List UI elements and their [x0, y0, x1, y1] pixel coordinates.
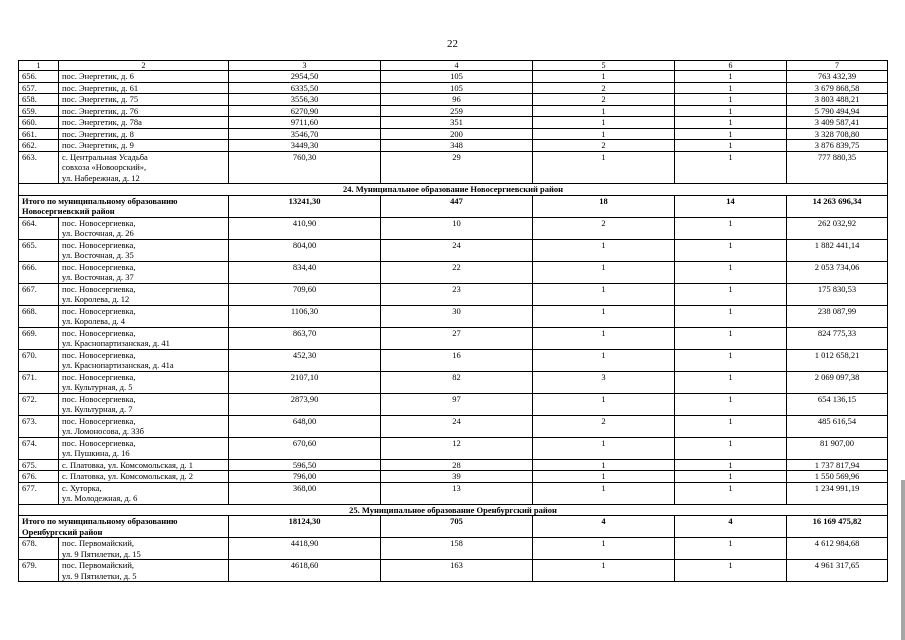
residents-cell: 105: [381, 71, 533, 83]
sum-cell: 2 069 097,38: [787, 371, 888, 393]
col6-cell: 1: [675, 305, 787, 327]
area-cell: 3556,30: [229, 94, 381, 106]
address-cell: [59, 393, 229, 415]
col6-cell: 1: [675, 437, 787, 459]
residents-cell: 163: [381, 560, 533, 582]
address-cell: [59, 371, 229, 393]
residents-cell: 97: [381, 393, 533, 415]
address-cell: [59, 128, 229, 140]
column-number-header-row: [19, 61, 888, 71]
table-row: [19, 349, 888, 371]
address-cell: [59, 261, 229, 283]
area-cell: 9711,60: [229, 117, 381, 129]
sum-cell: 485 616,54: [787, 415, 888, 437]
col6-cell: 1: [675, 140, 787, 152]
sum-cell: 4 612 984,68: [787, 538, 888, 560]
cell-line: ул. Культурная, д. 7: [62, 404, 133, 414]
row-number: 679.: [19, 560, 59, 582]
residents-cell: 24: [381, 415, 533, 437]
address-cell: [59, 349, 229, 371]
col5-cell: 2: [533, 217, 675, 239]
row-number: 661.: [19, 128, 59, 140]
address-cell: [59, 105, 229, 117]
row-number: 674.: [19, 437, 59, 459]
residents-cell: 158: [381, 538, 533, 560]
residents-cell: 27: [381, 327, 533, 349]
area-cell: 804,00: [229, 239, 381, 261]
row-number: 659.: [19, 105, 59, 117]
total-residents: 447: [381, 195, 533, 217]
column-number-cell: 4: [381, 61, 533, 71]
col6-cell: 1: [675, 82, 787, 94]
cell-line: пос. Новосергиевка,: [62, 305, 136, 316]
area-cell: 863,70: [229, 327, 381, 349]
table-row: [19, 105, 888, 117]
residents-cell: 28: [381, 459, 533, 471]
sum-cell: 1 737 817,94: [787, 459, 888, 471]
cell-line: ул. Восточная, д. 37: [62, 272, 134, 282]
row-number: 664.: [19, 217, 59, 239]
residents-cell: 200: [381, 128, 533, 140]
area-cell: 1106,30: [229, 305, 381, 327]
column-number-cell: 3: [229, 61, 381, 71]
col5-cell: 1: [533, 459, 675, 471]
cell-line: ул. 9 Пятилетки, д. 15: [62, 548, 141, 559]
total-col5: 18: [533, 195, 675, 217]
col6-cell: 1: [675, 349, 787, 371]
col5-cell: 2: [533, 82, 675, 94]
total-label: [19, 195, 229, 217]
col6-cell: 1: [675, 117, 787, 129]
cell-line: ул. Восточная, д. 35: [62, 250, 134, 260]
page-number: 22: [447, 38, 458, 50]
table-row: [19, 327, 888, 349]
area-cell: 452,30: [229, 349, 381, 371]
cell-line: пос. Новосергиевка,: [62, 261, 136, 272]
col6-cell: 1: [675, 283, 787, 305]
col5-cell: 1: [533, 471, 675, 483]
cell-line: пос. Новосергиевка,: [62, 327, 136, 338]
col5-cell: 1: [533, 239, 675, 261]
column-number-cell: 5: [533, 61, 675, 71]
section-heading-row: [19, 504, 888, 516]
sum-cell: 3 876 839,75: [787, 140, 888, 152]
sum-cell: 5 790 494,94: [787, 105, 888, 117]
cell-line: ул. Королева, д. 4: [62, 316, 126, 326]
section-heading: 25. Муниципальное образование Оренбургский район: [19, 504, 888, 516]
cell-line: совхоза «Новоорский»,: [62, 162, 147, 172]
col6-cell: 1: [675, 239, 787, 261]
cell-line: пос. Энергетик, д. 9: [62, 140, 134, 150]
address-cell: [59, 415, 229, 437]
col5-cell: 1: [533, 151, 675, 184]
sum-cell: 81 907,00: [787, 437, 888, 459]
residents-cell: 30: [381, 305, 533, 327]
area-cell: 648,00: [229, 415, 381, 437]
row-number: 667.: [19, 283, 59, 305]
column-number-cell: 6: [675, 61, 787, 71]
table-row: [19, 471, 888, 483]
row-number: 665.: [19, 239, 59, 261]
row-number: 663.: [19, 151, 59, 184]
address-cell: [59, 239, 229, 261]
sum-cell: 3 803 488,21: [787, 94, 888, 106]
area-cell: 368,00: [229, 482, 381, 504]
sum-cell: 763 432,39: [787, 71, 888, 83]
row-number: 676.: [19, 471, 59, 483]
col5-cell: 1: [533, 305, 675, 327]
residents-cell: 10: [381, 217, 533, 239]
col6-cell: 1: [675, 371, 787, 393]
table-row: [19, 482, 888, 504]
area-cell: 596,50: [229, 459, 381, 471]
col5-cell: 3: [533, 371, 675, 393]
address-cell: [59, 283, 229, 305]
cell-line: ул. Королева, д. 12: [62, 294, 130, 304]
col6-cell: 1: [675, 217, 787, 239]
sum-cell: 824 775,33: [787, 327, 888, 349]
residents-cell: 105: [381, 82, 533, 94]
col5-cell: 1: [533, 327, 675, 349]
table-row: [19, 82, 888, 94]
address-cell: [59, 305, 229, 327]
col5-cell: 2: [533, 94, 675, 106]
area-cell: 4418,90: [229, 538, 381, 560]
cell-line: ул. Восточная, д. 26: [62, 228, 134, 238]
col5-cell: 1: [533, 71, 675, 83]
area-cell: 410,90: [229, 217, 381, 239]
cell-line: пос. Новосергиевка,: [62, 239, 136, 250]
table-row: [19, 305, 888, 327]
sum-cell: 1 234 991,19: [787, 482, 888, 504]
address-cell: [59, 94, 229, 106]
column-number-cell: 7: [787, 61, 888, 71]
residents-cell: 29: [381, 151, 533, 184]
area-cell: 2873,90: [229, 393, 381, 415]
area-cell: 3449,30: [229, 140, 381, 152]
table-row: [19, 538, 888, 560]
table-row: [19, 94, 888, 106]
sum-cell: 3 409 587,41: [787, 117, 888, 129]
address-cell: [59, 117, 229, 129]
table-row: [19, 151, 888, 184]
total-area: 18124,30: [229, 516, 381, 538]
area-cell: 3546,70: [229, 128, 381, 140]
residents-cell: 96: [381, 94, 533, 106]
row-number: 671.: [19, 371, 59, 393]
row-number: 669.: [19, 327, 59, 349]
col6-cell: 1: [675, 415, 787, 437]
residents-cell: 16: [381, 349, 533, 371]
cell-line: пос. Новосергиевка,: [62, 437, 136, 448]
area-cell: 796,00: [229, 471, 381, 483]
cell-line: ул. Набережная, д. 12: [62, 172, 140, 183]
address-cell: [59, 471, 229, 483]
row-number: 657.: [19, 82, 59, 94]
table-row: [19, 140, 888, 152]
row-number: 678.: [19, 538, 59, 560]
residents-cell: 348: [381, 140, 533, 152]
total-sum: 14 263 696,34: [787, 195, 888, 217]
area-cell: 760,30: [229, 151, 381, 184]
cell-line: пос. Новосергиевка,: [62, 217, 136, 228]
address-cell: [59, 151, 229, 184]
row-number: 670.: [19, 349, 59, 371]
col5-cell: 1: [533, 437, 675, 459]
col5-cell: 1: [533, 105, 675, 117]
row-number: 662.: [19, 140, 59, 152]
column-number-cell: 1: [19, 61, 59, 71]
col5-cell: 2: [533, 415, 675, 437]
cell-line: Оренбургский район: [22, 526, 103, 537]
table-row: [19, 217, 888, 239]
row-number: 666.: [19, 261, 59, 283]
residents-cell: 23: [381, 283, 533, 305]
sum-cell: 3 328 708,80: [787, 128, 888, 140]
housing-table: [18, 60, 888, 582]
table-row: [19, 415, 888, 437]
total-col6: 14: [675, 195, 787, 217]
col5-cell: 1: [533, 117, 675, 129]
column-number-cell: 2: [59, 61, 229, 71]
area-cell: 2954,50: [229, 71, 381, 83]
row-number: 673.: [19, 415, 59, 437]
address-cell: [59, 482, 229, 504]
col5-cell: 1: [533, 128, 675, 140]
sum-cell: 3 679 868,58: [787, 82, 888, 94]
sum-cell: 654 136,15: [787, 393, 888, 415]
sum-cell: 238 087,99: [787, 305, 888, 327]
col6-cell: 1: [675, 327, 787, 349]
cell-line: пос. Энергетик, д. 78а: [62, 117, 142, 127]
address-cell: [59, 459, 229, 471]
col6-cell: 1: [675, 105, 787, 117]
col6-cell: 1: [675, 538, 787, 560]
address-cell: [59, 327, 229, 349]
cell-line: с. Платовка, ул. Комсомольская, д. 1: [62, 459, 193, 470]
cell-line: с. Центральная Усадьба: [62, 151, 148, 162]
total-col6: 4: [675, 516, 787, 538]
address-cell: [59, 217, 229, 239]
area-cell: 4618,60: [229, 560, 381, 582]
sum-cell: 4 961 317,65: [787, 560, 888, 582]
address-cell: [59, 538, 229, 560]
col6-cell: 1: [675, 459, 787, 471]
col5-cell: 1: [533, 560, 675, 582]
cell-line: пос. Новосергиевка,: [62, 393, 136, 404]
section-heading-row: [19, 184, 888, 196]
col6-cell: 1: [675, 151, 787, 184]
table-row: [19, 239, 888, 261]
residents-cell: 22: [381, 261, 533, 283]
table-row: [19, 393, 888, 415]
cell-line: с. Платовка, ул. Комсомольская, д. 2: [62, 471, 193, 481]
address-cell: [59, 82, 229, 94]
sum-cell: 2 053 734,06: [787, 261, 888, 283]
table-row: [19, 283, 888, 305]
col6-cell: 1: [675, 471, 787, 483]
total-area: 13241,30: [229, 195, 381, 217]
table-row: [19, 560, 888, 582]
cell-line: Итого по муниципальному образованию: [22, 516, 178, 526]
table-row: [19, 128, 888, 140]
residents-cell: 351: [381, 117, 533, 129]
section-heading: 24. Муниципальное образование Новосергиевский район: [19, 184, 888, 196]
cell-line: ул. Культурная, д. 5: [62, 382, 133, 392]
address-cell: [59, 71, 229, 83]
col6-cell: 1: [675, 94, 787, 106]
table-row: [19, 371, 888, 393]
cell-line: с. Хуторка,: [62, 482, 102, 493]
col5-cell: 1: [533, 283, 675, 305]
table-row: [19, 261, 888, 283]
cell-line: пос. Первомайский,: [62, 560, 135, 570]
total-residents: 705: [381, 516, 533, 538]
cell-line: пос. Энергетик, д. 75: [62, 94, 139, 104]
district-total-row: [19, 516, 888, 538]
sum-cell: 1 012 658,21: [787, 349, 888, 371]
row-number: 660.: [19, 117, 59, 129]
residents-cell: 82: [381, 371, 533, 393]
cell-line: пос. Новосергиевка,: [62, 415, 136, 426]
area-cell: 834,40: [229, 261, 381, 283]
area-cell: 709,60: [229, 283, 381, 305]
col6-cell: 1: [675, 128, 787, 140]
total-sum: 16 169 475,82: [787, 516, 888, 538]
cell-line: пос. Энергетик, д. 61: [62, 82, 139, 93]
row-number: 677.: [19, 482, 59, 504]
area-cell: 2107,10: [229, 371, 381, 393]
cell-line: ул. Ломоносова, д. 33б: [62, 426, 144, 436]
table-row: [19, 71, 888, 83]
residents-cell: 39: [381, 471, 533, 483]
col6-cell: 1: [675, 560, 787, 582]
address-cell: [59, 560, 229, 582]
sum-cell: 175 830,53: [787, 283, 888, 305]
col6-cell: 1: [675, 71, 787, 83]
table-row: [19, 437, 888, 459]
col5-cell: 1: [533, 393, 675, 415]
table-row: [19, 459, 888, 471]
cell-line: пос. Энергетик, д. 76: [62, 105, 139, 116]
cell-line: пос. Первомайский,: [62, 538, 135, 548]
scan-edge-mark: [901, 480, 905, 640]
table-row: [19, 117, 888, 129]
district-total-row: [19, 195, 888, 217]
total-label: [19, 516, 229, 538]
cell-line: ул. Молодежная, д. 6: [62, 493, 138, 503]
total-col5: 4: [533, 516, 675, 538]
cell-line: пос. Энергетик, д. 6: [62, 71, 134, 81]
area-cell: 6335,50: [229, 82, 381, 94]
cell-line: ул. 9 Пятилетки, д. 5: [62, 570, 137, 581]
cell-line: ул. Пушкина, д. 16: [62, 448, 130, 458]
cell-line: ул. Краснопартизанская, д. 41: [62, 338, 170, 348]
col5-cell: 2: [533, 140, 675, 152]
cell-line: пос. Новосергиевка,: [62, 283, 136, 294]
row-number: 672.: [19, 393, 59, 415]
residents-cell: 13: [381, 482, 533, 504]
area-cell: 6270,90: [229, 105, 381, 117]
col5-cell: 1: [533, 482, 675, 504]
residents-cell: 259: [381, 105, 533, 117]
cell-line: пос. Новосергиевка,: [62, 349, 136, 360]
cell-line: Новосергиевский район: [22, 206, 115, 216]
row-number: 675.: [19, 459, 59, 471]
cell-line: пос. Энергетик, д. 8: [62, 128, 134, 139]
col6-cell: 1: [675, 261, 787, 283]
cell-line: Итого по муниципальному образованию: [22, 195, 178, 206]
cell-line: пос. Новосергиевка,: [62, 371, 136, 382]
address-cell: [59, 140, 229, 152]
col6-cell: 1: [675, 482, 787, 504]
col6-cell: 1: [675, 393, 787, 415]
area-cell: 670,60: [229, 437, 381, 459]
col5-cell: 1: [533, 261, 675, 283]
sum-cell: 777 880,35: [787, 151, 888, 184]
col5-cell: 1: [533, 538, 675, 560]
address-cell: [59, 437, 229, 459]
residents-cell: 12: [381, 437, 533, 459]
sum-cell: 1 550 569,96: [787, 471, 888, 483]
sum-cell: 262 032,92: [787, 217, 888, 239]
cell-line: ул. Краснопартизанская, д. 41а: [62, 360, 174, 370]
residents-cell: 24: [381, 239, 533, 261]
row-number: 658.: [19, 94, 59, 106]
col5-cell: 1: [533, 349, 675, 371]
row-number: 668.: [19, 305, 59, 327]
sum-cell: 1 882 441,14: [787, 239, 888, 261]
row-number: 656.: [19, 71, 59, 83]
